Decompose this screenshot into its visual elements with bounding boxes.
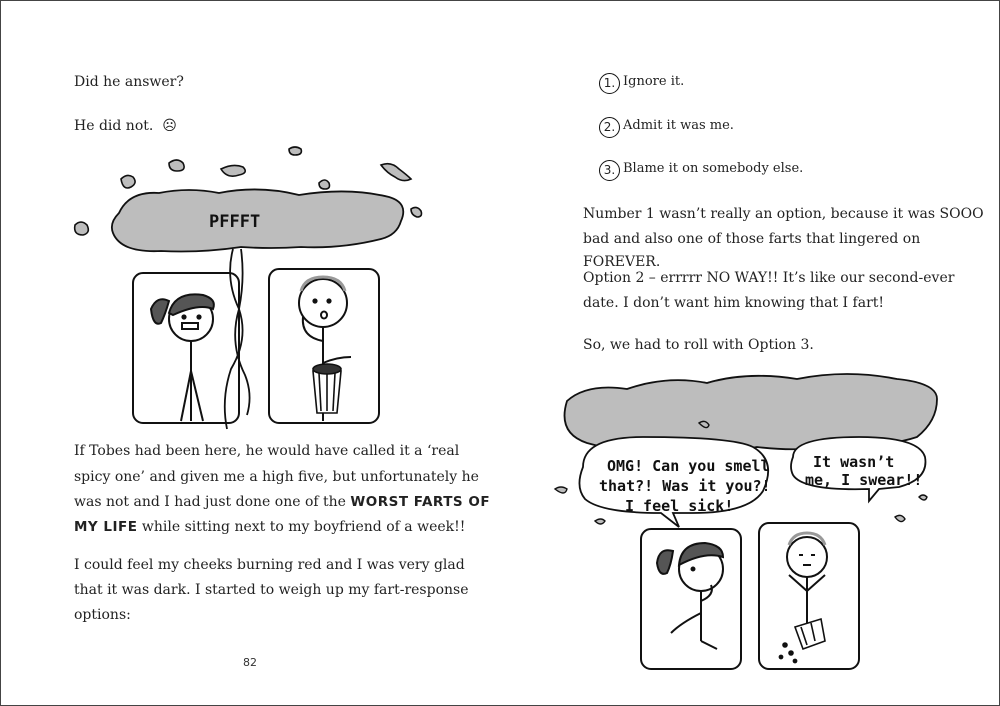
para1-emphasis-2: MY LIFE: [74, 519, 138, 535]
bubble-girl-line1: OMG! Can you smell: [607, 457, 770, 475]
right-para2-line1: Option 2 – errrrr NO WAY!! It’s like our second-ever: [583, 270, 955, 286]
boy-character-right: [787, 533, 827, 631]
text-he-did-not-label: He did not.: [74, 118, 154, 134]
option-2-text: Admit it was me.: [623, 118, 734, 133]
bubble-girl-line2: that?! Was it you?!: [599, 477, 771, 495]
right-para3: So, we had to roll with Option 3.: [583, 337, 814, 353]
right-para1-line2: bad and also one of those farts that lingered on FOREVER.: [583, 231, 921, 271]
para1-line4: [74, 516, 465, 539]
bubble-boy-line1: It wasn’t: [813, 453, 895, 471]
girl-character: [151, 294, 214, 421]
para1-emphasis-1: WORST FARTS OF: [350, 494, 491, 510]
right-para2-line2: date. I don’t want him knowing that I fart!: [583, 295, 885, 311]
cloud-text-pffft: PFFFT: [209, 212, 261, 232]
girl-character-right: [657, 543, 723, 649]
option-2-number: 2.: [599, 117, 620, 138]
popcorn-bucket-icon: [313, 364, 341, 413]
text-did-he-answer: Did he answer?: [74, 74, 184, 90]
spilled-popcorn-icon: [779, 619, 825, 663]
para1-line4-text: while sitting next to my boyfriend of a week!!: [137, 519, 466, 535]
sad-face-icon: ☹: [162, 118, 177, 134]
bubble-girl-line3: I feel sick!: [625, 497, 734, 515]
text-he-did-not: [74, 115, 177, 138]
para1-line3-text: was not and I had just done one of the: [74, 494, 351, 510]
illustration-blame: [549, 369, 969, 669]
option-1-text: Ignore it.: [623, 74, 685, 89]
page-number: 82: [243, 656, 257, 669]
para1-line3: [74, 491, 490, 514]
para2-line2: that it was dark. I started to weigh up my fart-response: [74, 582, 469, 598]
para2-line1: I could feel my cheeks burning red and I was very glad: [74, 557, 465, 573]
option-1-number: 1.: [599, 73, 620, 94]
option-3-text: Blame it on somebody else.: [623, 161, 804, 176]
para1-line2: spicy one’ and given me a high five, but unfortunately he: [74, 469, 479, 485]
illustration-cinema-fart: [61, 141, 441, 421]
para2-line3: options:: [74, 607, 131, 623]
option-3-number: 3.: [599, 160, 620, 181]
bubble-boy-line2: me, I swear!!: [805, 471, 923, 489]
para1-line1: If Tobes had been here, he would have called it a ‘real: [74, 443, 460, 459]
right-para1-line1: Number 1 wasn’t really an option, because it was SOOO: [583, 206, 984, 222]
